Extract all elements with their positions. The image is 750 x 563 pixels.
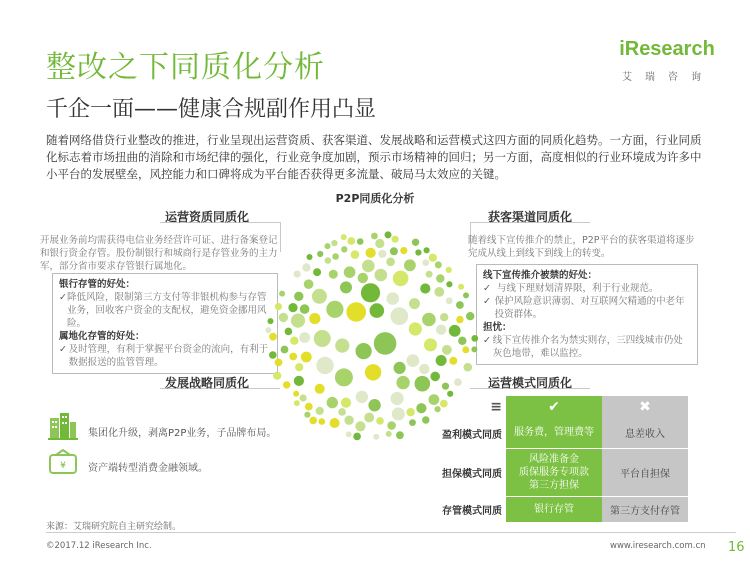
bubble	[326, 301, 343, 318]
bubble	[279, 291, 285, 297]
bubble	[269, 333, 277, 341]
bubble	[407, 354, 420, 367]
bubble	[442, 345, 452, 355]
bubble	[386, 258, 395, 267]
bubble	[327, 397, 338, 408]
cross-icon: ✖	[602, 396, 688, 418]
building-icon	[48, 412, 78, 440]
bubble	[341, 246, 347, 252]
bubble	[400, 247, 407, 254]
bubble	[325, 257, 332, 264]
table-cell-negative: 息差收入	[602, 418, 688, 448]
source-note: 来源：艾瑞研究院自主研究绘制。	[46, 522, 182, 532]
footer-divider	[46, 532, 736, 533]
diagram-title: P2P同质化分析	[335, 192, 415, 205]
website-link[interactable]: www.iresearch.com.cn	[610, 541, 706, 551]
bubble	[471, 335, 478, 342]
bubble	[344, 416, 353, 425]
bubble	[341, 234, 347, 240]
copyright: ©2017.12 iResearch Inc.	[46, 541, 152, 551]
check-icon: ✓	[483, 335, 491, 346]
bubble	[371, 233, 378, 240]
qualification-title: 运营资质同质化	[165, 210, 250, 224]
bubble	[416, 403, 426, 413]
bubble	[366, 248, 376, 258]
list-icon: ≡	[490, 399, 502, 415]
bubble	[446, 297, 453, 304]
bubble	[312, 289, 327, 304]
bubble	[300, 304, 310, 314]
bubble	[415, 249, 421, 255]
bubble	[358, 273, 368, 283]
table-row-label: 担保模式同质	[442, 468, 502, 480]
page-title: 整改之下同质化分析	[46, 50, 325, 85]
bubble	[309, 417, 317, 425]
bubble	[429, 254, 437, 262]
bubble	[294, 400, 300, 406]
qualification-box-heading-2: 属地化存管的好处：	[59, 331, 145, 342]
bubble	[436, 274, 444, 282]
bubble	[409, 298, 420, 309]
bubble	[390, 247, 398, 255]
bubble	[331, 240, 337, 246]
qualification-box-item-1: 降低风险，限制第三方支付等非银机构参与存管业务，回收客户资金的支配权，避免资金挪用风险。	[66, 292, 267, 329]
svg-text:¥: ¥	[60, 461, 66, 471]
bubble	[315, 384, 325, 394]
bubble	[404, 259, 416, 271]
table-cell-positive: 银行存管	[506, 496, 602, 522]
channel-box-item-1: 与线下理财划清界限，利于行业规范。	[497, 283, 659, 294]
check-icon: ✔	[506, 396, 602, 418]
bubble	[370, 303, 385, 318]
bubble	[294, 376, 304, 386]
bubble	[275, 303, 282, 310]
bubble	[392, 236, 399, 243]
bubble	[273, 372, 281, 380]
bubble	[283, 381, 290, 388]
bubble	[446, 281, 452, 287]
bubble	[424, 247, 430, 253]
bubble	[356, 343, 372, 359]
bubble	[325, 243, 331, 249]
qualification-box	[52, 273, 278, 374]
bubble	[301, 352, 312, 363]
bubble	[319, 418, 326, 425]
bubble	[396, 376, 409, 389]
check-icon: ✓	[59, 344, 67, 355]
bubble	[362, 260, 375, 273]
bubble	[346, 302, 366, 322]
iresearch-logo	[612, 34, 722, 86]
bubble	[456, 301, 464, 309]
qualification-box-item-2: 及时管理，有利于掌握平台资金的流向，有利于数据报送的监管管理。	[68, 344, 269, 368]
bubble	[268, 318, 274, 324]
bubble	[317, 251, 323, 257]
bubble	[419, 364, 429, 374]
bubble	[291, 314, 305, 328]
bubble	[332, 253, 339, 260]
bubble	[375, 269, 388, 282]
bubble	[391, 392, 404, 405]
bubble	[340, 281, 352, 293]
table-cell-positive: 服务费，管理费等	[506, 418, 602, 448]
bubble	[426, 271, 433, 278]
table-cell-negative: 平台自担保	[602, 448, 688, 496]
bubble	[304, 279, 314, 289]
check-icon: ✓	[483, 283, 491, 294]
bubble	[458, 337, 466, 345]
strategy-title: 发展战略同质化	[165, 376, 250, 390]
bubble	[347, 237, 355, 245]
bubble	[466, 312, 474, 320]
bubble	[386, 292, 399, 305]
bubble	[295, 363, 303, 371]
bubble	[269, 351, 277, 359]
bubble	[294, 271, 301, 278]
channel-box-heading-1: 线下宣传推介被禁的好处：	[483, 270, 598, 281]
page-subtitle: 千企一面——健康合规副作用凸显	[46, 97, 377, 122]
model-comparison-table	[436, 396, 688, 523]
wallet-icon	[48, 449, 78, 475]
bubble	[458, 284, 464, 290]
bubble	[365, 364, 381, 380]
strategy-item-2: 资产端转型消费金融领域。	[88, 463, 208, 474]
bubble	[338, 408, 346, 416]
qualification-desc: 开展业务前均需获得电信业务经营许可证、进行备案登记和银行资金存管。股份制银行和城商行是存管业务的主力军，部分省市要求存管银行属地化。	[40, 235, 278, 272]
bubble	[463, 292, 469, 298]
bubble	[353, 433, 361, 441]
model-title: 运营模式同质化	[488, 376, 573, 390]
bubble	[394, 362, 406, 374]
bubble	[309, 313, 320, 324]
table-row-label: 存管模式同质	[442, 505, 502, 517]
logo-brand: iResearch	[619, 38, 715, 60]
bubble	[288, 303, 297, 312]
bubble	[449, 357, 457, 365]
bubble	[314, 330, 331, 347]
table-row-label: 盈利模式同质	[442, 429, 502, 441]
bubble	[409, 322, 422, 335]
bubble	[330, 418, 340, 428]
bubble	[422, 416, 429, 423]
bubble	[434, 287, 444, 297]
bubble	[289, 353, 297, 361]
bubble	[406, 408, 414, 416]
bubble	[307, 254, 313, 260]
bubble	[316, 407, 324, 415]
bubble	[424, 338, 437, 351]
bubble	[335, 339, 349, 353]
bubble	[464, 363, 473, 372]
bubble	[412, 239, 419, 246]
channel-box-heading-2: 担忧：	[483, 322, 512, 333]
bubble	[364, 413, 374, 423]
bubble	[356, 391, 368, 403]
bubble	[290, 337, 298, 345]
bubble	[265, 327, 271, 333]
bubble	[302, 263, 310, 271]
channel-desc: 随着线下宣传推介的禁止，P2P平台的获客渠道将逐步完成从线上到线下到线上的转变。	[468, 235, 695, 259]
bubble	[440, 313, 448, 321]
bubble	[361, 283, 380, 302]
bubble	[275, 359, 283, 367]
bubble	[374, 332, 397, 355]
bubble	[436, 355, 447, 366]
intro-paragraph: 随着网络借贷行业整改的推进，行业呈现出运营资质、获客渠道、发展战略和运营模式这四方面的同质化趋势。一方面，行业同质化标志着市场扭曲的消除和市场纪律的强化，行业竞争度加剧，预示市场精神的回归；另一方面，高度相似的行业环境成为许多中小平台的发展壁垒，风控能力和口碑将成为平台能否获得更多流量、破局马太效应的关键。	[46, 133, 702, 181]
bubble	[387, 421, 396, 430]
bubble	[305, 403, 313, 411]
bubble	[375, 239, 384, 248]
channel-box-item-3: 线下宣传推介名为禁实则存，三四线城市仍处灰色地带，难以监控。	[492, 335, 683, 359]
bubble	[368, 399, 380, 411]
bubble	[422, 313, 436, 327]
bubble	[316, 357, 333, 374]
bubble	[396, 431, 404, 439]
bubble	[386, 431, 392, 437]
bubble	[420, 283, 430, 293]
qualification-box-heading-1: 银行存管的好处：	[59, 279, 136, 290]
bubble	[299, 332, 310, 343]
bubble	[435, 261, 442, 268]
bubble	[393, 271, 409, 287]
bubble	[341, 398, 351, 408]
bubble	[392, 408, 405, 421]
bubble	[351, 250, 360, 259]
bubble	[355, 421, 365, 431]
channel-title: 获客渠道同质化	[488, 210, 573, 224]
page-number: 16	[728, 540, 745, 555]
check-icon: ✓	[59, 292, 67, 303]
bubble	[373, 434, 379, 440]
bubble	[462, 346, 469, 353]
bubble	[378, 250, 386, 258]
bubble	[415, 376, 431, 392]
bubble	[293, 391, 299, 397]
strategy-item-1: 集团化升级，剥离P2P业务，子品牌布局。	[88, 428, 277, 439]
logo-chinese: 艾瑞咨询	[622, 72, 714, 83]
bubble	[409, 419, 416, 426]
bubble	[357, 238, 364, 245]
bubble	[346, 431, 352, 437]
bubble	[335, 368, 353, 386]
bubble	[442, 383, 449, 390]
bubble	[279, 313, 288, 322]
bubble	[294, 292, 303, 301]
bubble	[304, 412, 310, 418]
bubble	[281, 346, 289, 354]
table-cell-negative: 第三方支付存管	[602, 496, 688, 522]
bubble	[300, 394, 307, 401]
bubble	[449, 325, 461, 337]
table-cell-positive: 风险准备金 质保服务专项款 第三方担保	[506, 448, 602, 496]
bubble	[436, 325, 446, 335]
bubble	[430, 372, 440, 382]
bubble	[285, 328, 293, 336]
bubble	[446, 267, 452, 273]
bubble	[471, 346, 477, 352]
bubble	[422, 259, 429, 266]
channel-box-item-2: 保护风险意识薄弱、对互联网欠精通的中老年投资群体。	[494, 296, 685, 320]
bubble	[329, 270, 338, 279]
bubble	[344, 266, 356, 278]
bubble	[313, 268, 321, 276]
bubble	[454, 378, 462, 386]
bubble	[390, 307, 408, 325]
bubble	[376, 417, 384, 425]
bubble	[385, 231, 392, 238]
bubble	[456, 316, 463, 323]
channel-box	[476, 264, 698, 365]
check-icon: ✓	[483, 296, 491, 307]
